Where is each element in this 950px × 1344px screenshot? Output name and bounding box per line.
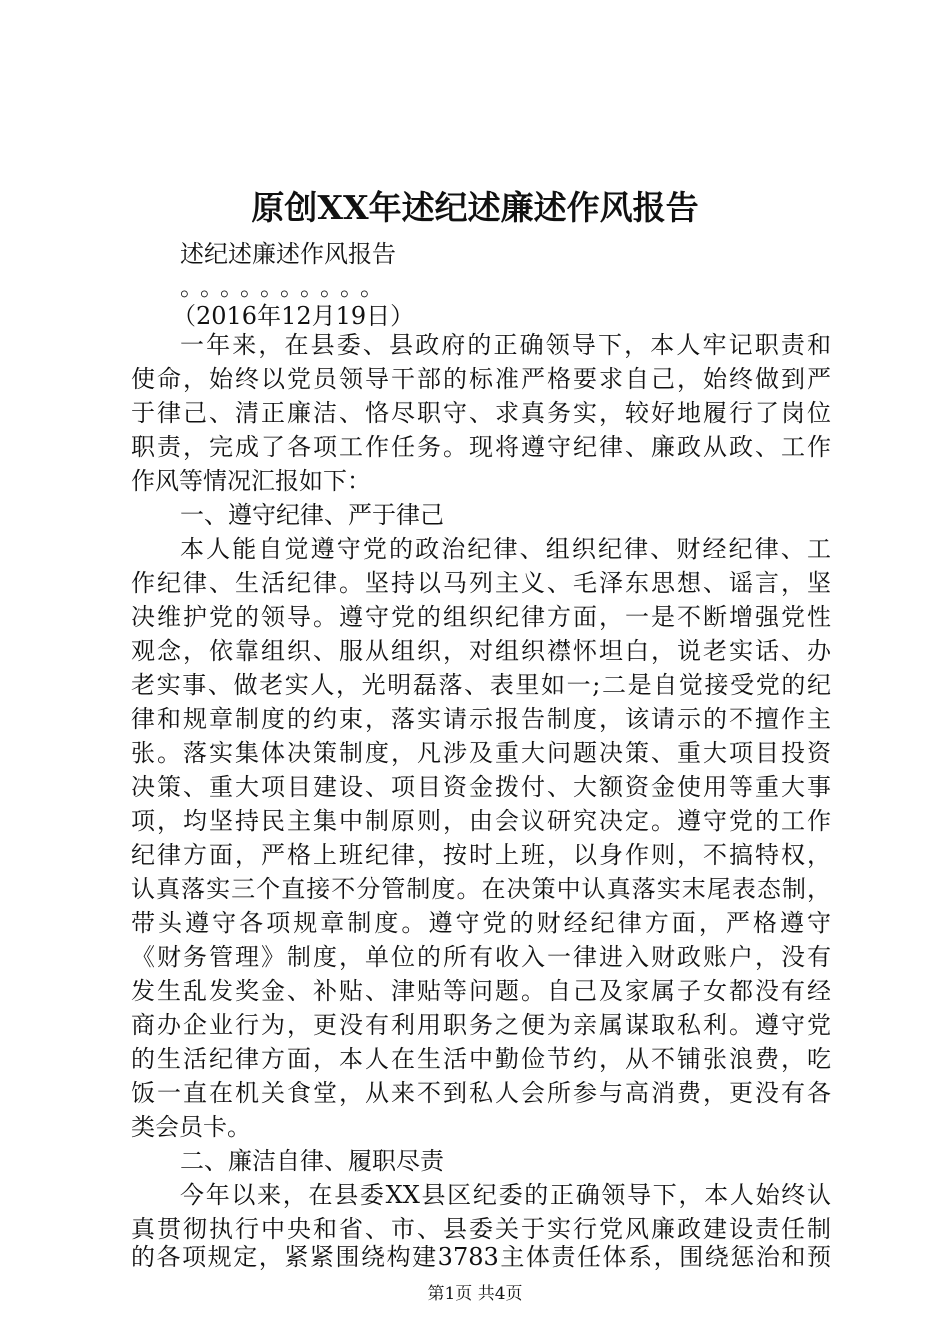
document-title: 原创XX年述纪述廉述作风报告: [251, 188, 699, 227]
body-line: 使命，始终以党员领导干部的标准严格要求自己，始终做到严: [131, 365, 831, 393]
body-line: 一年来，在县委、县政府的正确领导下，本人牢记职责和: [180, 331, 831, 359]
body-line: 《财务管理》制度，单位的所有收入一律进入财政账户，没有: [131, 943, 831, 971]
body-line: 真贯彻执行中央和省、市、县委关于实行党风廉政建设责任制: [131, 1215, 831, 1243]
body-line: 律和规章制度的约束，落实请示报告制度，该请示的不擅作主: [131, 705, 831, 733]
dot-leader: 。。。。。。。。。。: [180, 273, 392, 301]
body-line: 项，均坚持民主集中制原则，由会议研究决定。遵守党的工作: [131, 807, 831, 835]
body-line: 带头遵守各项规章制度。遵守党的财经纪律方面，严格遵守: [131, 909, 831, 937]
body-line: 饭一直在机关食堂，从来不到私人会所参与高消费，更没有各: [131, 1079, 831, 1107]
body-line: 的各项规定，紧紧围绕构建3783主体责任体系，围绕惩治和预: [131, 1243, 831, 1271]
page-footer: 第1页 共4页: [427, 1284, 523, 1304]
body-line: 职责，完成了各项工作任务。现将遵守纪律、廉政从政、工作: [131, 433, 831, 461]
body-line: 纪律方面，严格上班纪律，按时上班，以身作则，不搞特权，: [131, 841, 831, 869]
report-date: （2016年12月19日）: [172, 302, 415, 330]
body-line: 观念，依靠组织、服从组织，对组织襟怀坦白，说老实话、办: [131, 637, 831, 665]
body-line: 认真落实三个直接不分管制度。在决策中认真落实末尾表态制，: [131, 875, 831, 903]
body-line: 商办企业行为，更没有利用职务之便为亲属谋取私利。遵守党: [131, 1011, 831, 1039]
body-line: 决维护党的领导。遵守党的组织纪律方面，一是不断增强党性: [131, 603, 831, 631]
section-heading: 一、遵守纪律、严于律己: [180, 501, 444, 529]
body-line: 本人能自觉遵守党的政治纪律、组织纪律、财经纪律、工: [180, 535, 831, 563]
body-line: 类会员卡。: [131, 1113, 251, 1141]
body-line: 老实事、做老实人，光明磊落、表里如一;二是自觉接受党的纪: [131, 671, 831, 699]
body-line: 作纪律、生活纪律。坚持以马列主义、毛泽东思想、谣言，坚: [131, 569, 831, 597]
section-heading: 二、廉洁自律、履职尽责: [180, 1147, 444, 1175]
body-line: 作风等情况汇报如下：: [131, 467, 371, 495]
body-line: 决策、重大项目建设、项目资金拨付、大额资金使用等重大事: [131, 773, 831, 801]
body-line: 今年以来，在县委XX县区纪委的正确领导下，本人始终认: [180, 1181, 831, 1209]
body-line: 发生乱发奖金、补贴、津贴等问题。自己及家属子女都没有经: [131, 977, 831, 1005]
document-subtitle: 述纪述廉述作风报告: [180, 240, 396, 268]
body-line: 张。落实集体决策制度，凡涉及重大问题决策、重大项目投资: [131, 739, 831, 767]
body-line: 于律己、清正廉洁、恪尽职守、求真务实，较好地履行了岗位: [131, 399, 831, 427]
body-line: 的生活纪律方面，本人在生活中勤俭节约，从不铺张浪费，吃: [131, 1045, 831, 1073]
